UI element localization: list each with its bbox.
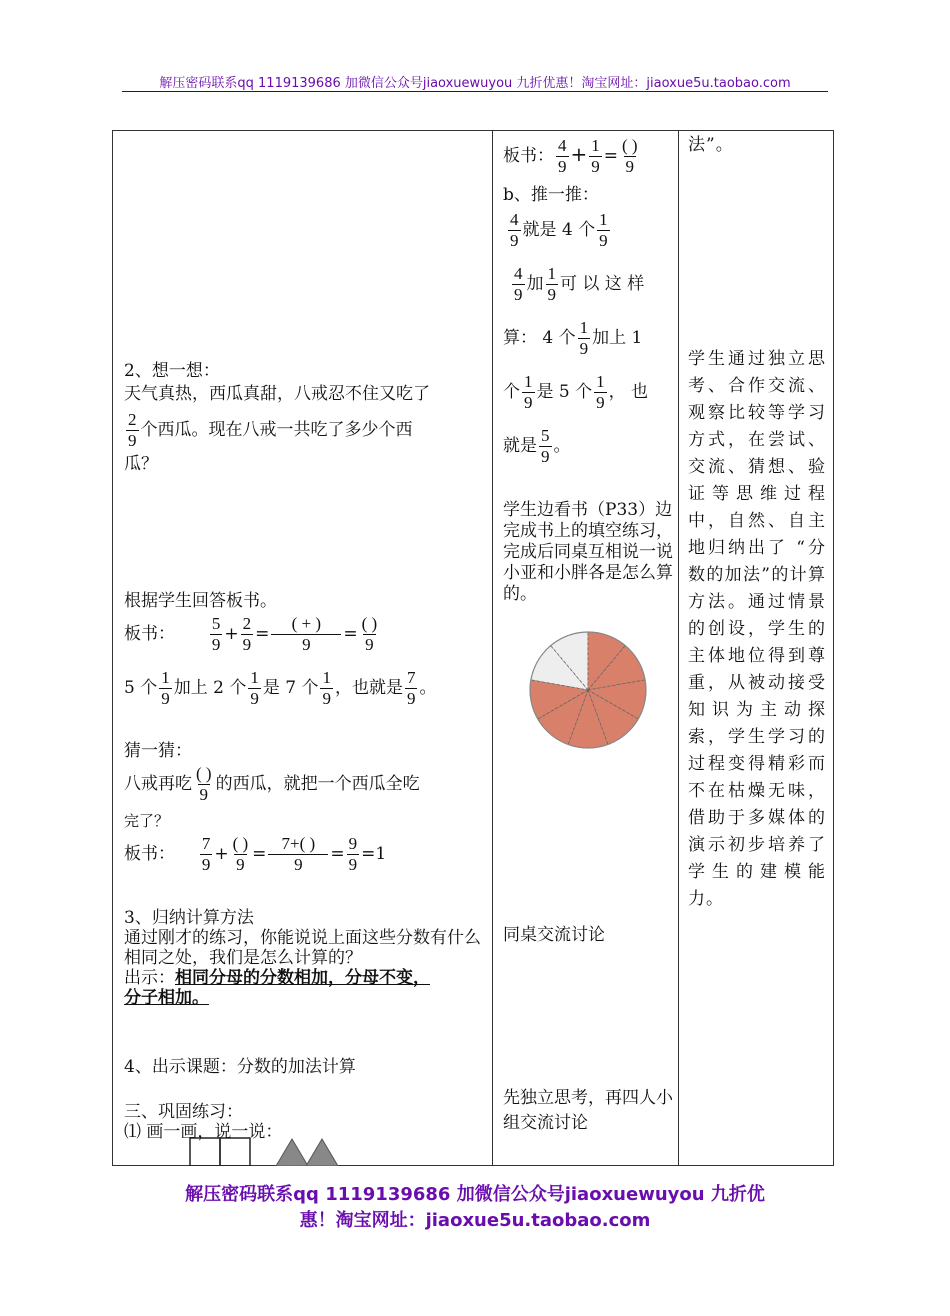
- guess-line: 八戒再吃 $\frac{( )}{9}$ 的西瓜，就把一个西瓜全吃: [124, 764, 420, 804]
- board-explain: 5 个 $\frac{1}{9}$ 加上 2 个 $\frac{1}{9}$ 是 7 个 $\frac{1}{9}$ ，也就是 $\frac{7}{9}$ 。: [124, 668, 437, 708]
- intent-top: 法”。: [688, 135, 734, 155]
- square-shape: [220, 1138, 250, 1166]
- design-intent: 学生通过独立思考、合作交流、观察比较等学习方式，在尝试、交流、猜想、验证等思维过程中，自然、自主地归纳出了 “分数的加法”的计算方法。通过情景的创设，学生的主体地位得到尊重，从被动接受知识为主动探索，学生学习的过程变得精彩而不在枯燥无味，借助于多媒体的演示初步培养了学生的建模能力。: [688, 349, 826, 909]
- question-line2: $\frac{2}{9}$ 个西瓜。现在八戒一共吃了多少个西: [128, 410, 413, 450]
- board-intro: 根据学生回答板书。: [124, 591, 277, 611]
- watermelon-pie-icon: [526, 628, 650, 752]
- fraction: $\frac{5}{9}$: [211, 614, 221, 654]
- question-line3: 瓜？: [124, 454, 158, 474]
- section-think: [124, 360, 484, 476]
- push-line5: 就是 $\frac{5}{9}$ 。: [503, 426, 571, 466]
- fraction: $\frac{2}{9}$: [242, 614, 252, 654]
- push-line3: 算： 4 个 $\frac{1}{9}$ 加上 1: [503, 318, 643, 358]
- push-title: b、推一推：: [503, 185, 599, 205]
- fraction: $\frac{( + )}{9}$: [271, 614, 341, 655]
- section-topic: 4、出示课题：分数的加法计算: [124, 1057, 356, 1077]
- footer-link[interactable]: 解压密码联系qq 1119139686 加微信公众号jiaoxuewuyou 九折优 惠！淘宝网址：jiaoxue5u.taobao.com: [185, 1184, 765, 1231]
- square-shape: [190, 1138, 220, 1166]
- push-line1: $\frac{4}{9}$ 就是 4 个 $\frac{1}{9}$: [510, 210, 608, 250]
- push-line4: 个 $\frac{1}{9}$ 是 5 个 $\frac{1}{9}$ ， 也: [503, 372, 649, 412]
- board-equation-1: 板书： $\frac{5}{9}$ + $\frac{2}{9}$ = $\frac{( + )}{9}$ = $\frac{( )}{9}$: [124, 614, 378, 654]
- question-line1: 天气真热，西瓜真甜，八戒忍不住又吃了: [124, 384, 430, 404]
- practice-shapes: [186, 1136, 346, 1166]
- deskmate-discuss: 同桌交流讨论: [503, 925, 605, 945]
- read-book-text: 学生边看书（P33）边完成书上的填空练习，完成后同桌互相说一说小亚和小胖各是怎么算的。: [503, 500, 673, 604]
- guess-title: 猜一猜：: [124, 741, 192, 761]
- section-summarize: 3、归纳计算方法 通过刚才的练习，你能说说上面这些分数有什么相同之处，我们是怎么计算的？ 出示：相同分母的分数相加，分母不变， 分子相加。: [124, 908, 481, 1008]
- triangle-shape: [306, 1139, 338, 1166]
- header-rule: [122, 91, 828, 92]
- header-link[interactable]: 解压密码联系qq 1119139686 加微信公众号jiaoxuewuyou 九折优惠！淘宝网址：jiaoxue5u.taobao.com: [159, 76, 791, 91]
- section-think-title: 2、想一想：: [124, 361, 220, 381]
- fraction: $\frac{2}{9}$: [128, 410, 137, 450]
- push-line2: $\frac{4}{9}$ 加 $\frac{1}{9}$ 可 以 这 样: [514, 264, 645, 304]
- column-divider-1: [492, 131, 493, 1165]
- triangle-shape: [276, 1139, 308, 1166]
- group-discuss: 先独立思考，再四人小组交流讨论: [503, 1088, 673, 1133]
- section-practice: 三、巩固练习： ⑴ 画一画，说一说：: [124, 1102, 283, 1142]
- board-equation-col2: 板书： $\frac{4}{9}$ + $\frac{1}{9}$ = $\frac{( )}{9}$: [503, 136, 638, 176]
- board-equation-2: 板书： $\frac{7}{9}$ + $\frac{( )}{9}$ = $\frac{7+( )}{9}$ = $\frac{9}{9}$ =1: [124, 834, 387, 874]
- guess-line2: 完了？: [124, 812, 170, 830]
- fraction: $\frac{( )}{9}$: [361, 614, 378, 654]
